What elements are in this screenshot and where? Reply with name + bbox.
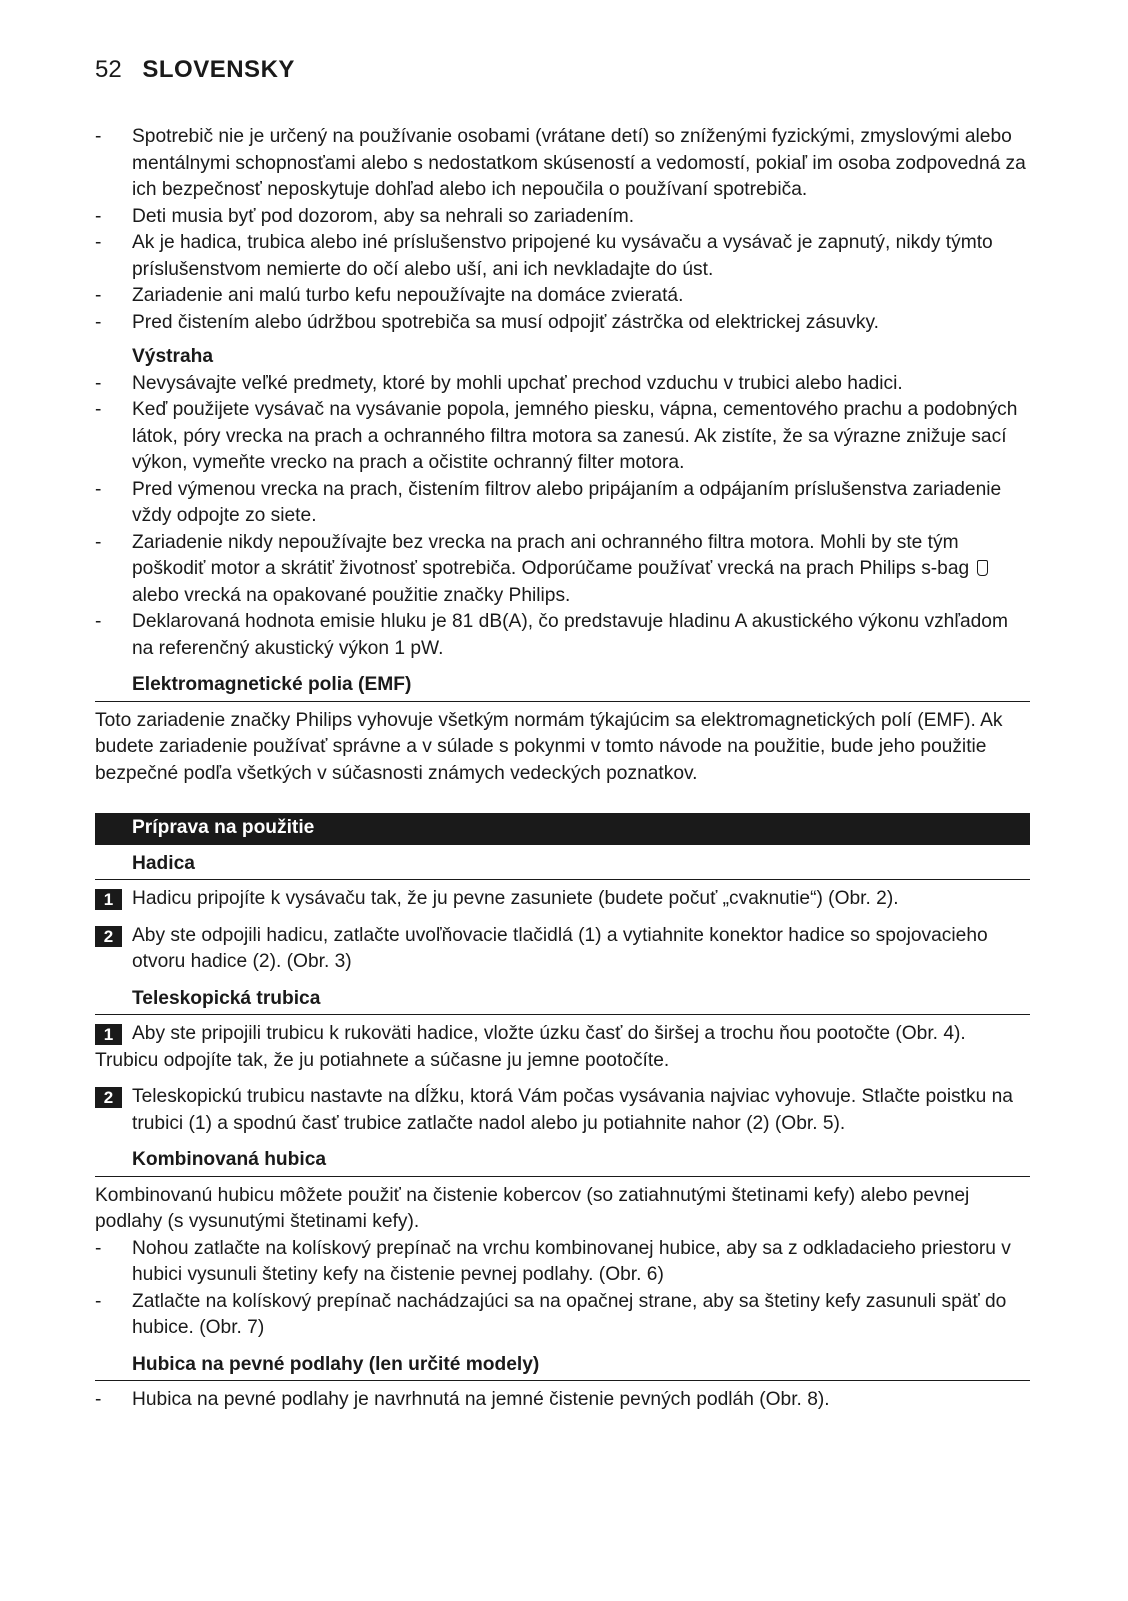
tube-heading: Teleskopická trubica xyxy=(95,986,1030,1016)
list-item: - Pred čistením alebo údržbou spotrebiča sa musí odpojiť zástrčka od elektrickej zásuvky. xyxy=(95,310,1030,337)
list-item: - Deklarovaná hodnota emisie hluku je 81 dB(A), čo predstavuje hladinu A akustického výkonu vzhľadom na referenčný akustický výkon 1 pW. xyxy=(95,609,1030,662)
page-header xyxy=(95,56,295,84)
emf-paragraph: Toto zariadenie značky Philips vyhovuje všetkým normám týkajúcim sa elektromagnetických polí (EMF). Ak budete zariadenie používať správne a v súlade s pokynmi v tomto návode na použitie, bude jeho použitie bezpečné podľa všetkých v súčasnosti známych vedeckých poznatkov. xyxy=(95,709,1003,784)
section-heading-preparation: Príprava na použitie xyxy=(95,813,1030,845)
warning-list xyxy=(95,371,1030,663)
list-item-text: alebo vrecká na opakované použitie značky Philips. xyxy=(132,584,571,606)
step-text: Aby ste odpojili hadicu, zatlačte uvoľňovacie tlačidlá (1) a vytiahnite konektor hadice so spojovacieho otvoru hadice (2). (Obr. 3) xyxy=(132,924,988,972)
list-item: - Zatlačte na kolískový prepínač nachádzajúci sa na opačnej strane, aby sa štetiny kefy zasunuli späť do hubice. (Obr. 7) xyxy=(95,1289,1030,1342)
step-number: 2 xyxy=(95,1087,122,1108)
step-item xyxy=(95,923,1030,976)
list-item: - Nevysávajte veľké predmety, ktoré by mohli upchať prechod vzduchu v trubici alebo hadici. xyxy=(95,371,1030,398)
tube-note: Trubicu odpojíte tak, že ju potiahnete a súčasne ju jemne pootočíte. xyxy=(95,1049,670,1071)
page-number: 52 xyxy=(95,56,122,83)
combi-nozzle-paragraph: Kombinovanú hubicu môžete použiť na čistenie kobercov (so zatiahnutými štetinami kefy) alebo pevnej podlahy (s vysunutými štetinami kefy). xyxy=(95,1184,970,1232)
list-item: - Ak je hadica, trubica alebo iné príslušenstvo pripojené ku vysávaču a vysávač je zapnutý, nikdy týmto príslušenstvom nemierte do očí alebo uší, ani ich nevkladajte do úst. xyxy=(95,230,1030,283)
emf-heading: Elektromagnetické polia (EMF) xyxy=(95,672,1030,702)
step-text: Hadicu pripojíte k vysávaču tak, že ju pevne zasuniete (budete počuť „cvaknutie“) (Obr. 2). xyxy=(132,888,899,909)
list-item: - Nohou zatlačte na kolískový prepínač na vrchu kombinovanej hubice, aby sa z odkladacieho priestoru v hubici vysunuli štetiny kefy na čistenie pevnej podlahy. (Obr. 6) xyxy=(95,1236,1030,1289)
page-content xyxy=(95,124,1030,1414)
dust-bag-icon xyxy=(977,560,988,576)
list-item-text: Zariadenie nikdy nepoužívajte bez vrecka na prach ani ochranného filtra motora. Mohli by ste tým poškodiť motor a skrátiť životnosť spotrebiča. Odporúčame používať vrecká na prach Philips s-bag xyxy=(132,531,970,579)
list-item: - Hubica na pevné podlahy je navrhnutá na jemné čistenie pevných podláh (Obr. 8). xyxy=(95,1387,1030,1414)
hard-floor-list xyxy=(95,1387,1030,1414)
list-item: - Zariadenie ani malú turbo kefu nepoužívajte na domáce zvieratá. xyxy=(95,283,1030,310)
step-item xyxy=(95,1021,1030,1048)
list-item xyxy=(95,530,1030,610)
list-item: - Spotrebič nie je určený na používanie osobami (vrátane detí) so zníženými fyzickými, zmyslovými alebo mentálnymi schopnosťami alebo s nedostatkom skúseností a vedomostí, pokiaľ im osoba zodpovedná za ich bezpečnosť neposkytuje dohľad alebo ich nepoučila o používaní spotrebiča. xyxy=(95,124,1030,204)
hose-heading: Hadica xyxy=(95,851,1030,881)
list-item: - Pred výmenou vrecka na prach, čistením filtrov alebo pripájaním a odpájaním príslušenstva zariadenie vždy odpojte zo siete. xyxy=(95,477,1030,530)
combi-nozzle-list xyxy=(95,1236,1030,1342)
list-item: - Deti musia byť pod dozorom, aby sa nehrali so zariadením. xyxy=(95,204,1030,231)
step-number: 2 xyxy=(95,926,122,947)
step-number: 1 xyxy=(95,1024,122,1045)
list-item: - Keď použijete vysávač na vysávanie popola, jemného piesku, vápna, cementového prachu a podobných látok, póry vrecka na prach a ochranného filtra motora sa zanesú. Ak zistíte, že sa výrazne znižuje sací výkon, vymeňte vrecko na prach a očistite ochranný filter motora. xyxy=(95,397,1030,477)
step-item xyxy=(95,886,1030,913)
step-text: Aby ste pripojili trubicu k rukoväti hadice, vložte úzku časť do širšej a trochu ňou pootočte (Obr. 4). xyxy=(132,1023,966,1044)
combi-nozzle-heading: Kombinovaná hubica xyxy=(95,1147,1030,1177)
step-item xyxy=(95,1084,1030,1137)
safety-list xyxy=(95,124,1030,336)
step-text: Teleskopickú trubicu nastavte na dĺžku, ktorá Vám počas vysávania najviac vyhovuje. Stlačte poistku na trubici (1) a spodnú časť trubice zatlačte nadol alebo ju potiahnite nahor (2) (Obr. 5). xyxy=(132,1086,1013,1134)
step-number: 1 xyxy=(95,889,122,910)
language-heading: SLOVENSKY xyxy=(142,56,295,83)
hard-floor-nozzle-heading: Hubica na pevné podlahy (len určité modely) xyxy=(95,1352,1030,1382)
warning-heading: Výstraha xyxy=(132,346,214,367)
